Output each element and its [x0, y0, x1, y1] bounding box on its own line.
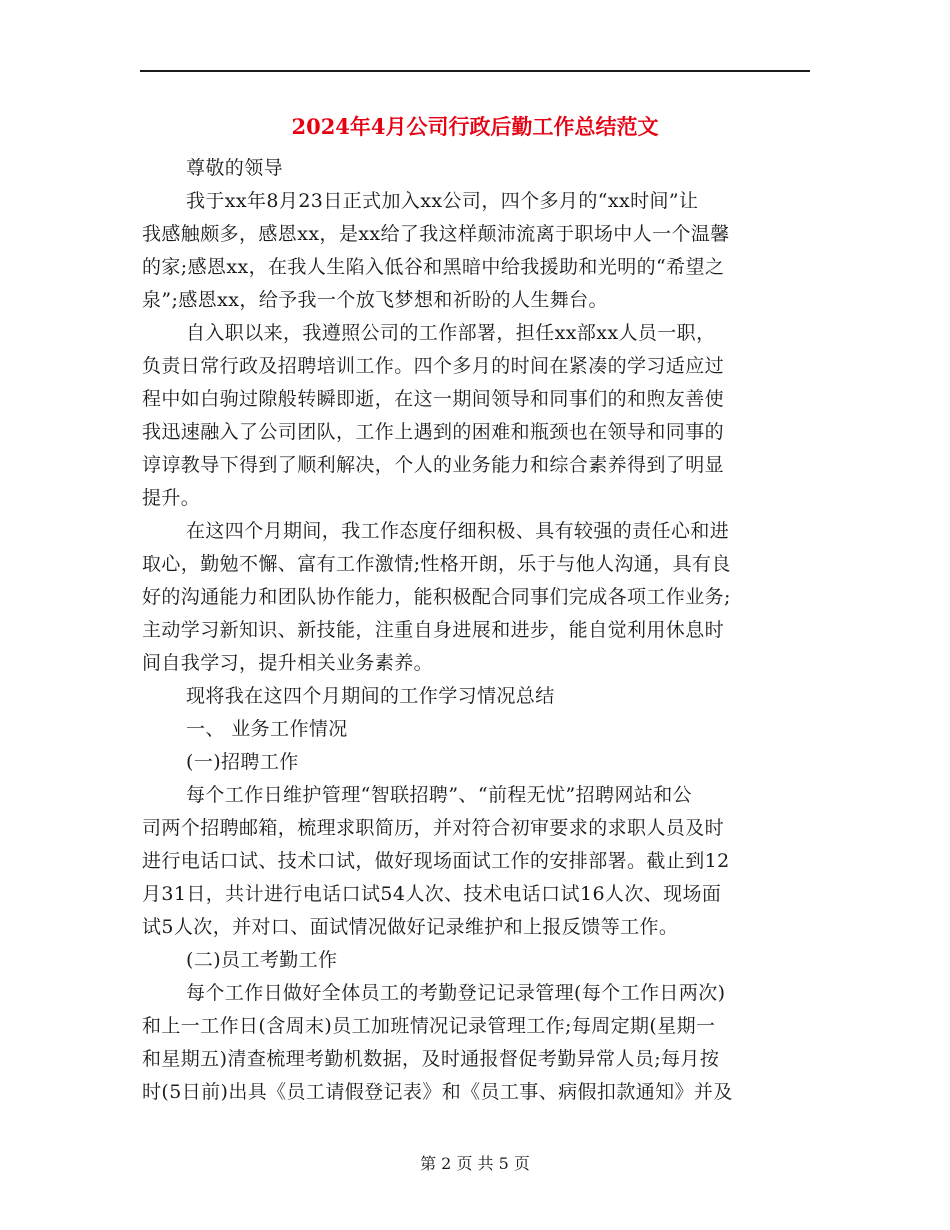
text-line: 每个工作日做好全体员工的考勤登记记录管理(每个工作日两次): [186, 982, 726, 1004]
text-line: 自入职以来，我遵照公司的工作部署，担任xx部xx人员一职，: [186, 322, 716, 344]
text-line: 我感触颇多，感恩xx，是xx给了我这样颠沛流离于职场中人一个温馨: [142, 223, 730, 245]
page-number: 第 2 页 共 5 页: [420, 1154, 530, 1173]
text-line: 司两个招聘邮箱，梳理求职简历，并对符合初审要求的求职人员及时: [142, 817, 725, 839]
text-line: 试5人次，并对口、面试情况做好记录维护和上报反馈等工作。: [142, 916, 679, 938]
text-line: (二)员工考勤工作: [186, 949, 338, 971]
text-line: 取心，勤勉不懈、富有工作激情;性格开朗，乐于与他人沟通，具有良: [142, 553, 731, 575]
document-title: 2024年4月公司行政后勤工作总结范文: [291, 114, 659, 139]
text-line: 我于xx年8月23日正式加入xx公司，四个多月的“xx时间”让: [186, 190, 699, 212]
text-line: 泉”;感恩xx，给予我一个放飞梦想和祈盼的人生舞台。: [142, 289, 608, 311]
text-line: 主动学习新知识、新技能，注重自身进展和进步，能自觉利用休息时: [142, 619, 725, 641]
text-line: 间自我学习，提升相关业务素养。: [142, 652, 434, 674]
text-line: 提升。: [142, 487, 201, 509]
text-line: 时(5日前)出具《员工请假登记表》和《员工事、病假扣款通知》并及: [142, 1081, 733, 1103]
text-line: 进行电话口试、技术口试，做好现场面试工作的安排部署。截止到12: [142, 850, 730, 872]
text-line: 一、 业务工作情况: [186, 718, 348, 740]
text-line: 我迅速融入了公司团队，工作上遇到的困难和瓶颈也在领导和同事的: [142, 421, 725, 443]
header-rule: [140, 70, 810, 72]
text-line: 的家;感恩xx，在我人生陷入低谷和黑暗中给我援助和光明的“希望之: [142, 256, 725, 278]
text-line: 程中如白驹过隙般转瞬即逝，在这一期间领导和同事们的和煦友善使: [142, 388, 725, 410]
text-line: (一)招聘工作: [186, 751, 299, 773]
document-body: [142, 152, 810, 1109]
text-line: 每个工作日维护管理“智联招聘”、“前程无忧”招聘网站和公: [186, 784, 693, 806]
text-line: 好的沟通能力和团队协作能力，能积极配合同事们完成各项工作业务;: [142, 586, 731, 608]
text-line: 现将我在这四个月期间的工作学习情况总结: [186, 685, 555, 707]
text-line: 谆谆教导下得到了顺利解决，个人的业务能力和综合素养得到了明显: [142, 454, 725, 476]
text-line: 和上一工作日(含周末)员工加班情况记录管理工作;每周定期(星期一: [142, 1015, 716, 1037]
text-line: 尊敬的领导: [186, 157, 284, 179]
text-line: 和星期五)清查梳理考勤机数据，及时通报督促考勤异常人员;每月按: [142, 1048, 720, 1070]
text-line: 月31日，共计进行电话口试54人次、技术电话口试16人次、现场面: [142, 883, 722, 905]
text-line: 负责日常行政及招聘培训工作。四个多月的时间在紧凑的学习适应过: [142, 355, 725, 377]
text-line: 在这四个月期间，我工作态度仔细积极、具有较强的责任心和进: [186, 520, 730, 542]
